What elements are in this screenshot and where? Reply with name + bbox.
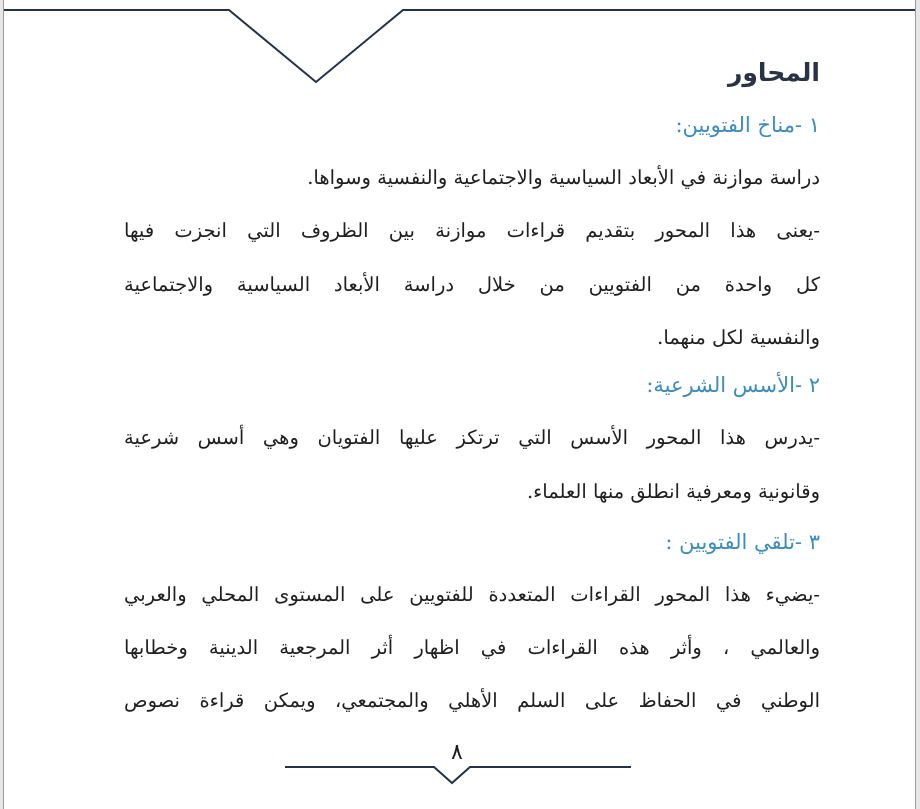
body-line: كل واحدة من الفتويين من خلال دراسة الأبعاد السياسية والاجتماعية [124,273,820,296]
page-title: المحاور [727,58,820,87]
bottom-chevron-ornament [285,767,631,783]
body-line: -يضيء هذا المحور القراءات المتعددة للفتويين على المستوى المحلي والعربي [124,583,820,606]
body-line: دراسة موازنة في الأبعاد السياسية والاجتماعية والنفسية وسواها. [307,166,820,189]
section-heading-foundations: ٢ -الأسس الشرعية: [646,373,820,397]
page-number: ٨ [451,740,463,765]
body-line: وقانونية ومعرفية انطلق منها العلماء. [526,480,820,503]
section-heading-climate: ١ -مناخ الفتويين: [675,113,820,137]
body-line: -يدرس هذا المحور الأسس التي ترتكز عليها الفتويان وهي أسس شرعية [124,426,820,449]
document-page [3,0,916,809]
body-line: -يعنى هذا المحور بتقديم قراءات موازنة بين الظروف التي انجزت فيها [124,219,820,242]
body-line: الوطني في الحفاظ على السلم الأهلي والمجتمعي، ويمكن قراءة نصوص [124,689,820,712]
body-line: والنفسية لكل منهما. [657,326,820,349]
section-heading-reception: ٣ -تلقي الفتويين : [665,530,820,554]
body-line: والعالمي ، وأثر هذه القراءات في اظهار أثر المرجعية الدينية وخطابها [124,636,820,659]
